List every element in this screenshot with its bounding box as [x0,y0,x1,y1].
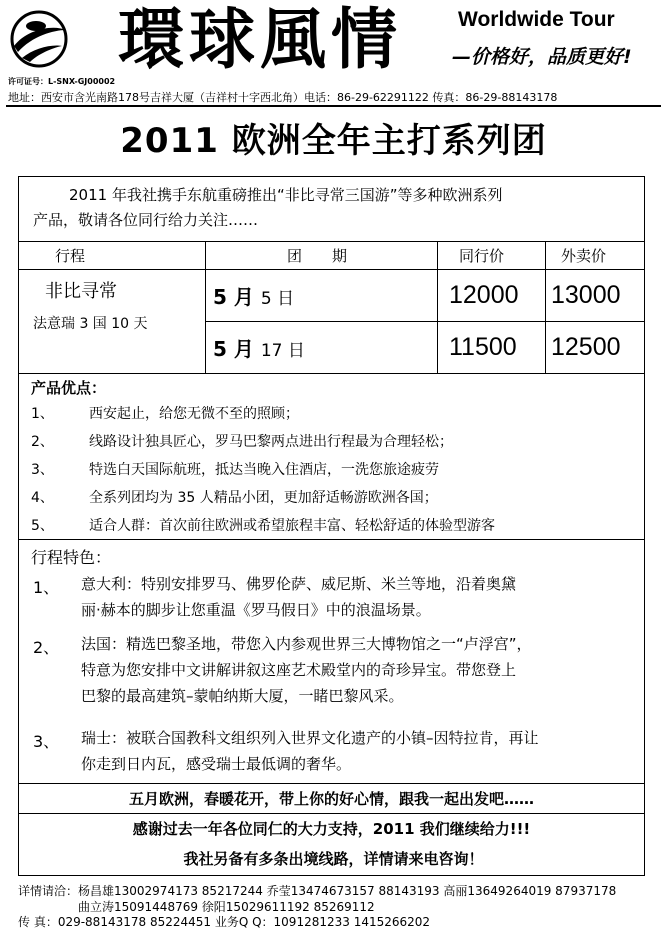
header-divider [6,105,661,107]
license-number: 许可证号：L-SNX-GJ00002 [8,77,116,86]
address-contact-line: 地址：西安市含光南路178号吉祥大厦（吉祥村十字西北角）电话：86-29-62291122 传真：86-29-88143178 [8,91,558,104]
advantage-3-text: 特选白天国际航班，抵达当晚入住酒店，一洗您旅途疲劳 [89,462,439,478]
intro-line-2: 产品，敬请各位同行给力关注…… [33,211,259,229]
feature-1-line-2: 丽·赫本的脚步让您重温《罗马假日》中的浪温场景。 [81,601,431,619]
advantages-heading: 产品优点： [31,379,107,397]
features-heading: 行程特色： [31,548,112,567]
route-name: 非比寻常 [45,281,117,302]
globe-swoosh-icon [8,8,70,70]
row-1-month: 5 月 [213,285,254,309]
footer-contacts-line-1: 详情请洽：杨昌雄13002974173 85217244 乔莹13474673157 88143193 高丽13649264019 87937178 [18,884,617,898]
advantage-2-text: 线路设计独具匠心，罗马巴黎两点进出行程最为合理轻松； [89,434,453,450]
feature-2-line-2: 特意为您安排中文讲解讲叙这座艺术殿堂内的奇珍异宝。带您登上 [81,661,517,679]
advantage-1-text: 西安起止，给您无微不至的照顾； [89,406,299,422]
table-row-1-date [213,281,294,310]
feature-3-line-2: 你走到日内瓦，感受瑞士最低调的奢华。 [81,755,352,773]
page-title: 2011 欧洲全年主打系列团 [120,121,547,161]
advantage-5-num: 5、 [31,518,54,534]
table-col-rule-2 [437,241,438,373]
feature-2-num: 2、 [33,638,60,657]
table-col-rule-1 [205,241,206,373]
table-row-rule [205,321,644,322]
advantage-2-num: 2、 [31,434,54,450]
feature-3-num: 3、 [33,732,60,751]
closing-line-1: 五月欧洲，春暖花开，带上你的好心情，跟我一起出发吧…… [128,790,534,808]
advantage-4-text: 全系列团均为 35 人精品小团，更加舒适畅游欧洲各国； [89,490,438,506]
feature-3-line-1: 瑞士：被联合国教科文组织列入世界文化遗产的小镇–因特拉肯，再让 [81,729,539,747]
table-top-rule [19,241,644,242]
table-header-period: 团 期 [287,247,348,265]
brand-name-chinese: 環球風情 [118,1,402,78]
row-1-peer-price: 12000 [449,281,519,309]
table-bottom-rule [19,373,644,374]
advantage-5-text: 适合人群：首次前往欧洲或希望旅程丰富、轻松舒适的体验型游客 [89,518,495,534]
feature-2-line-1: 法国：精选巴黎圣地，带您入内参观世界三大博物馆之一“卢浮宫”， [81,635,532,653]
table-header-peer-price: 同行价 [459,247,505,265]
closing-divider-2 [19,813,644,814]
closing-line-2: 感谢过去一年各位同仁的大力支持，2011 我们继续给力!!! [132,820,531,838]
route-detail: 法意瑞 3 国 10 天 [33,316,148,332]
footer-fax-qq-line: 传 真：029-88143178 85224451 业务Q Q：1091281233 1415266202 [18,915,431,929]
feature-1-line-1: 意大利：特别安排罗马、佛罗伦萨、威尼斯、米兰等地，沿着奥黛 [81,575,517,593]
bottom-note: 我社另备有多条出境线路，详情请来电咨询！ [183,850,484,868]
brand-name-english: Worldwide Tour [458,8,615,31]
advantage-4-num: 4、 [31,490,54,506]
row-2-retail-price: 12500 [551,333,621,361]
row-2-day: 17 日 [260,341,305,361]
slogan: —价格好，品质更好! [452,46,632,68]
footer-contacts-line-2: 曲立涛15091448769 徐阳15029611192 85269112 [18,900,375,914]
features-divider [19,539,644,540]
row-2-month: 5 月 [213,337,254,361]
advantage-1-num: 1、 [31,406,54,422]
table-header-retail-price: 外卖价 [561,247,607,265]
table-col-rule-3 [545,241,546,373]
intro-line-1: 2011 年我社携手东航重磅推出“非比寻常三国游”等多种欧洲系列 [69,186,503,204]
row-1-day: 5 日 [260,289,295,309]
table-header-route: 行程 [55,247,86,265]
row-1-retail-price: 13000 [551,281,621,309]
table-header-rule [19,269,644,270]
intro-paragraph [33,183,633,233]
feature-1-num: 1、 [33,578,60,597]
advantage-3-num: 3、 [31,462,54,478]
feature-2-line-3: 巴黎的最高建筑–蒙帕纳斯大厦，一睹巴黎风采。 [81,687,404,705]
table-row-2-date [213,333,305,362]
tour-info-frame [18,176,645,876]
row-2-peer-price: 11500 [449,333,517,361]
closing-divider-1 [19,783,644,784]
